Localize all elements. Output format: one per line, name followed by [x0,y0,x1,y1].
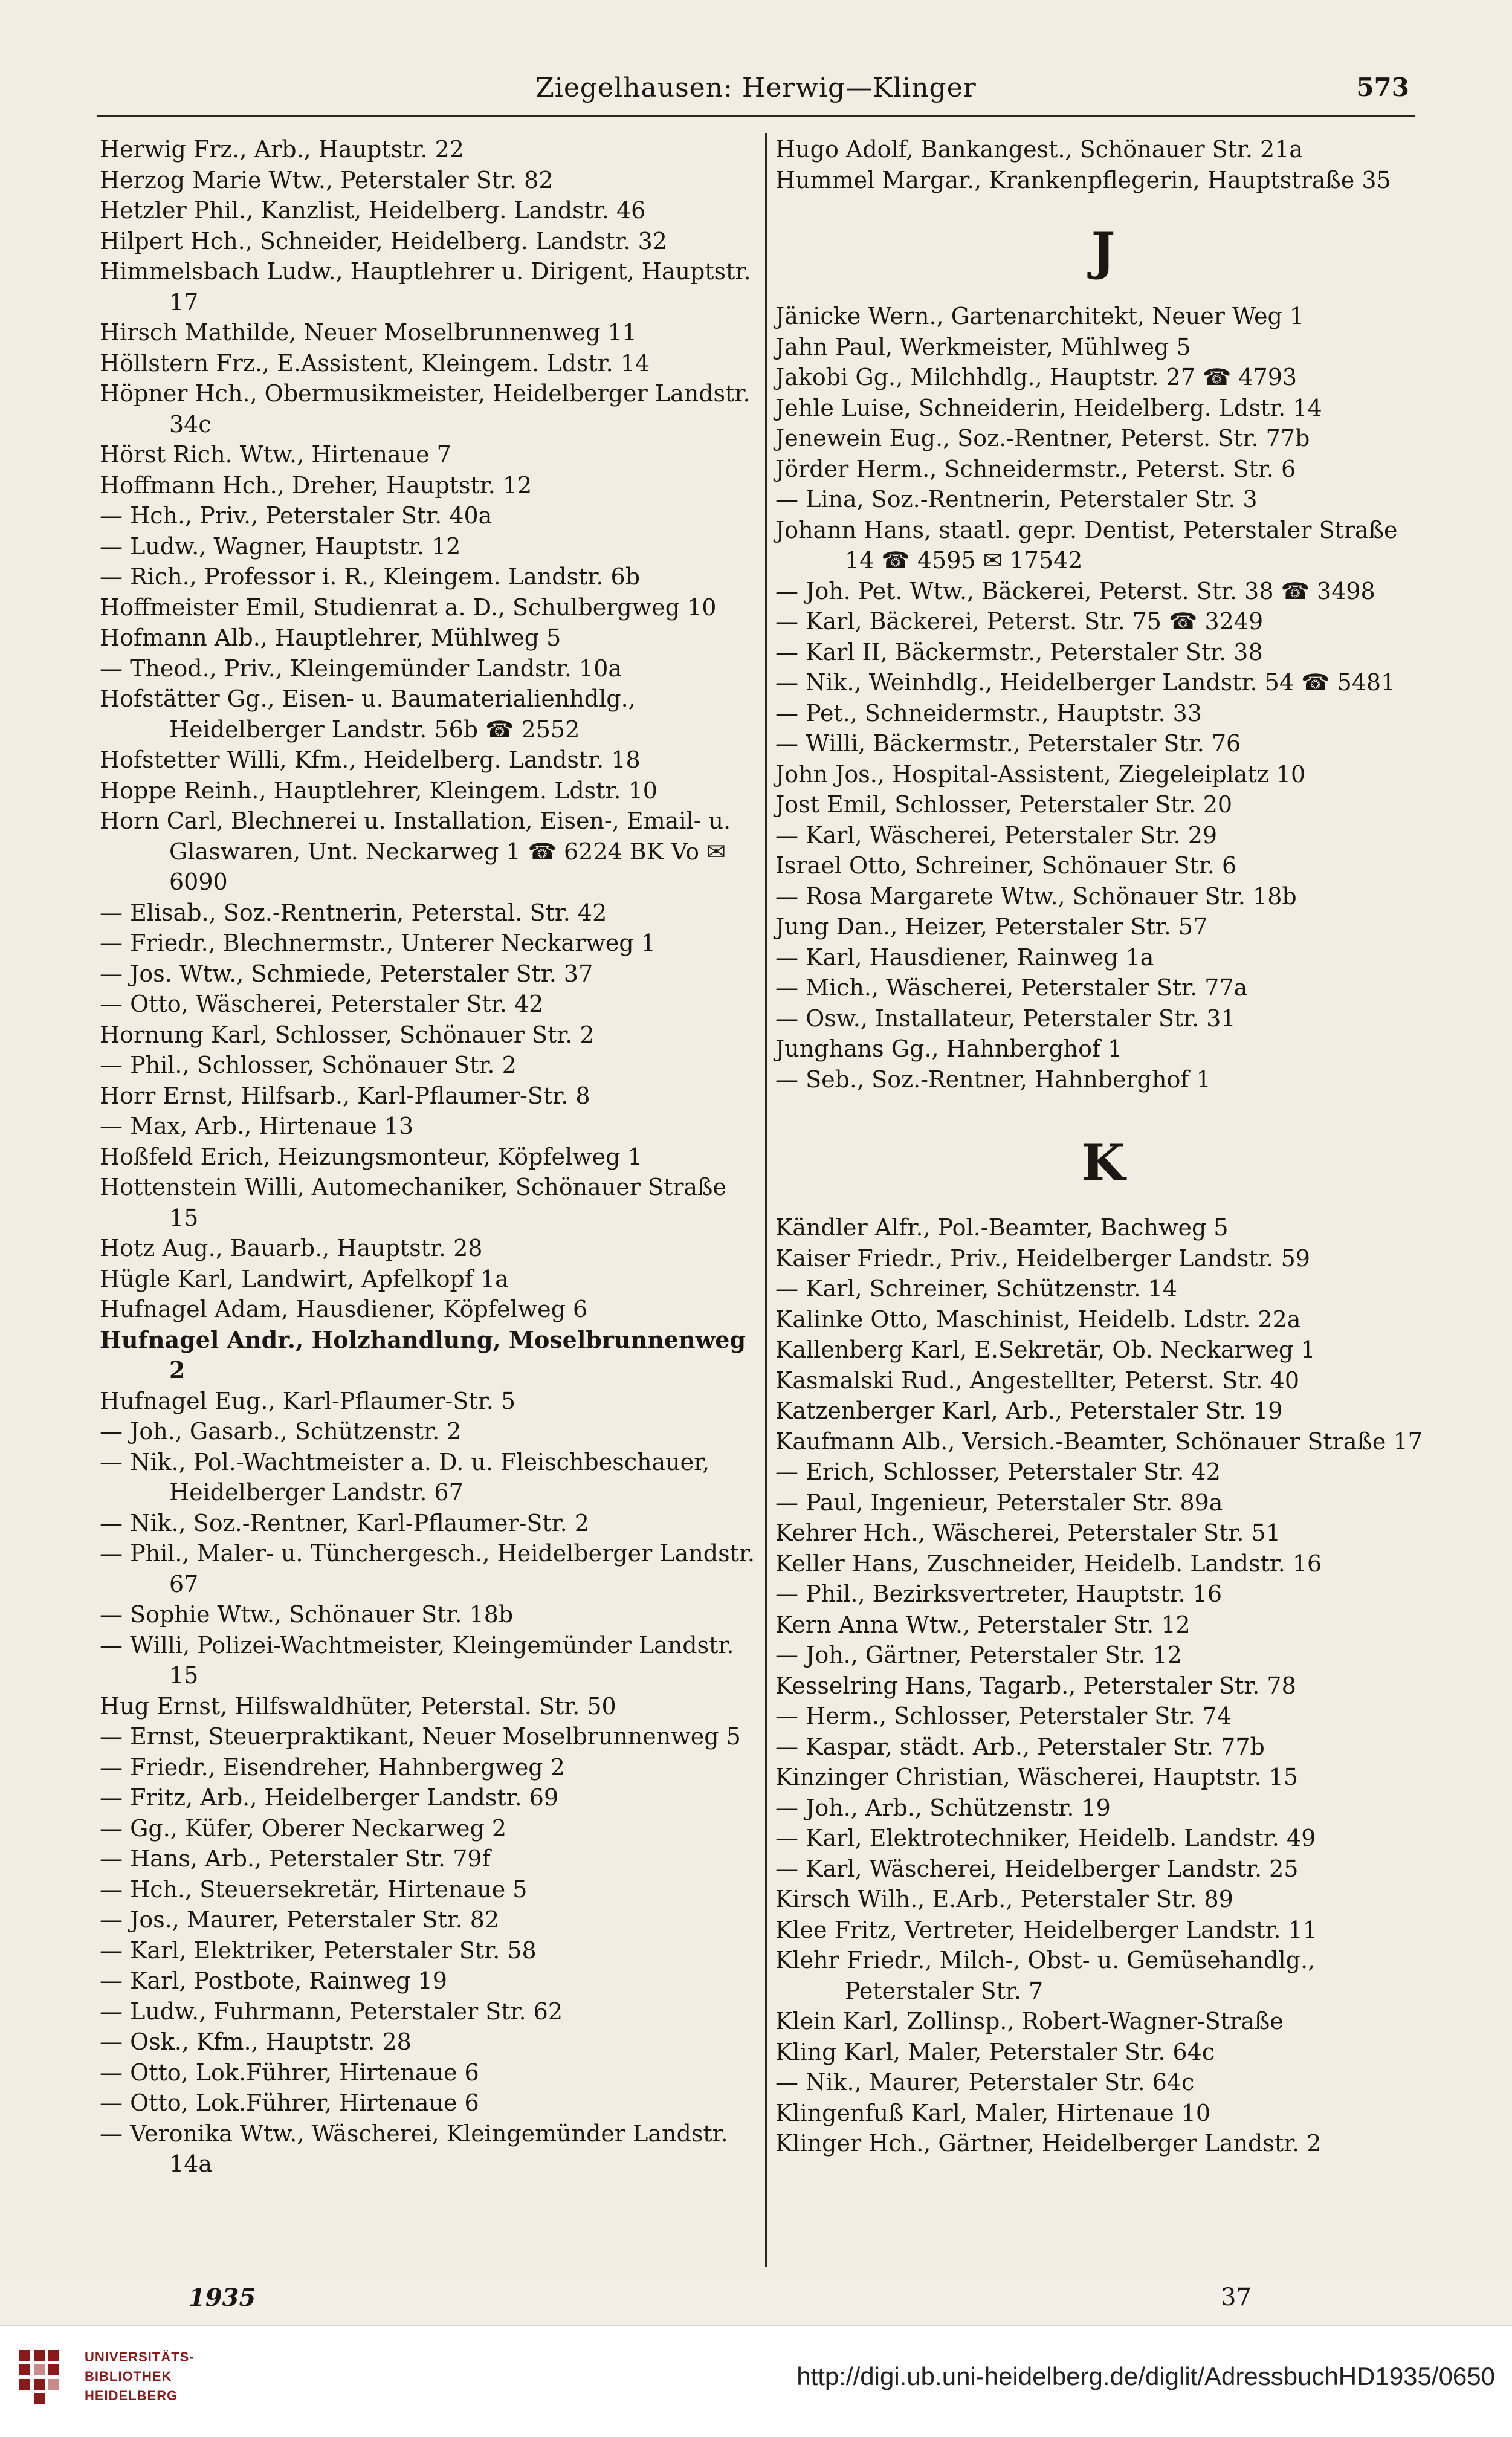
directory-entry: — Karl, Wäscherei, Peterstaler Str. 29 [775,821,1218,849]
directory-entry: — Friedr., Blechnermstr., Unterer Neckarweg 1 [100,930,656,956]
section-k-entries [775,1212,1431,2159]
directory-entry: — Ludw., Wagner, Hauptstr. 12 [100,532,461,560]
directory-entry: — Nik., Soz.-Rentner, Karl-Pflaumer-Str. 2 [100,1509,589,1536]
directory-entry: — Karl, Wäscherei, Heidelberger Landstr. 25 [775,1855,1299,1882]
directory-entry: Hufnagel Adam, Hausdiener, Köpfelweg 6 [100,1296,588,1322]
directory-entry: Hufnagel Andr., Holzhandlung, Moselbrunnenweg 2 [100,1325,746,1384]
directory-entry: John Jos., Hospital-Assistent, Ziegeleiplatz 10 [775,760,1306,788]
directory-entry: — Karl, Schreiner, Schützenstr. 14 [775,1275,1178,1302]
directory-entry: Katzenberger Karl, Arb., Peterstaler Str. 19 [775,1397,1283,1424]
directory-entry: Jörder Herm., Schneidermstr., Peterst. Str. 6 [775,455,1296,482]
section-j-entries [775,301,1431,1095]
directory-entry: Kalinke Otto, Maschinist, Heidelb. Ldstr. 22a [775,1306,1301,1333]
directory-entry: — Theod., Priv., Kleingemünder Landstr. 10a [100,655,622,682]
directory-entry: — Rosa Margarete Wtw., Schönauer Str. 18b [775,882,1297,910]
directory-entry: Kallenberg Karl, E.Sekretär, Ob. Neckarweg 1 [775,1336,1316,1363]
directory-entry: — Nik., Pol.-Wachtmeister a. D. u. Fleischbeschauer, Heidelberger Landstr. 67 [100,1448,710,1506]
directory-entry: Herwig Frz., Arb., Hauptstr. 22 [100,136,464,163]
directory-entry: — Lina, Soz.-Rentnerin, Peterstaler Str. 3 [775,486,1258,513]
logo-line: HEIDELBERG [85,2388,178,2403]
directory-entry: Jehle Luise, Schneiderin, Heidelberg. Ldstr. 14 [775,394,1322,421]
source-url-link[interactable]: http://digi.ub.uni-heidelberg.de/diglit/AdressbuchHD1935/0650 [796,2362,1495,2390]
directory-entry: Klehr Friedr., Milch-, Obst- u. Gemüsehandlg., Peterstaler Str. 7 [775,1947,1316,2004]
directory-entry: Hofstätter Gg., Eisen- u. Baumaterialienhdlg., Heidelberger Landstr. 56b ☎ 2552 [100,685,636,743]
directory-entry: Hoffmann Hch., Dreher, Hauptstr. 12 [100,471,532,499]
directory-entry: Höllstern Frz., E.Assistent, Kleingem. Ldstr. 14 [100,349,650,377]
directory-entry: Hirsch Mathilde, Neuer Moselbrunnenweg 11 [100,319,637,346]
footer-signature: 37 [1221,2283,1252,2311]
directory-entry: — Ernst, Steuerpraktikant, Neuer Moselbrunnenweg 5 [100,1723,741,1750]
directory-entry: Jenewein Eug., Soz.-Rentner, Peterst. Str. 77b [775,425,1310,451]
directory-entry: — Joh., Gärtner, Peterstaler Str. 12 [775,1642,1182,1668]
directory-entry: — Phil., Schlosser, Schönauer Str. 2 [100,1052,517,1078]
section-letter-k: K [1081,1133,1125,1193]
directory-entry: Hoffmeister Emil, Studienrat a. D., Schulbergweg 10 [100,594,717,621]
directory-entry: — Phil., Bezirksvertreter, Hauptstr. 16 [775,1581,1223,1607]
library-footer-bar [0,2325,1512,2437]
library-logo-text [85,2348,195,2406]
directory-entry: — Joh. Pet. Wtw., Bäckerei, Peterst. Str. 38 ☎ 3498 [775,577,1375,604]
directory-entry: Herzog Marie Wtw., Peterstaler Str. 82 [100,166,554,193]
directory-entry: — Max, Arb., Hirtenaue 13 [100,1113,414,1139]
directory-entry: Kesselring Hans, Tagarb., Peterstaler Str. 78 [775,1672,1296,1699]
directory-entry: Kasmalski Rud., Angestellter, Peterst. Str. 40 [775,1367,1300,1394]
footer-year: 1935 [189,2283,256,2312]
directory-entry: — Otto, Lok.Führer, Hirtenaue 6 [100,2089,479,2116]
directory-entry: — Karl, Bäckerei, Peterst. Str. 75 ☎ 3249 [775,608,1264,635]
directory-entry: Kirsch Wilh., E.Arb., Peterstaler Str. 89 [775,1886,1233,1912]
directory-entry: — Fritz, Arb., Heidelberger Landstr. 69 [100,1784,559,1811]
directory-entry: Hofstetter Willi, Kfm., Heidelberg. Landstr. 18 [100,746,641,773]
directory-entry: — Joh., Arb., Schützenstr. 19 [775,1794,1111,1821]
directory-entry: — Veronika Wtw., Wäscherei, Kleingemünder Landstr. 14a [100,2120,728,2177]
directory-entry: Jost Emil, Schlosser, Peterstaler Str. 20 [775,791,1233,818]
directory-entry: Hoppe Reinh., Hauptlehrer, Kleingem. Ldstr. 10 [100,777,657,804]
directory-entry: Hug Ernst, Hilfswaldhüter, Peterstal. Str. 50 [100,1692,616,1720]
right-column [775,134,1431,2159]
directory-entry: Hottenstein Willi, Automechaniker, Schönauer Straße 15 [100,1174,726,1231]
directory-entry: Horn Carl, Blechnerei u. Installation, Eisen-, Email- u. Glaswaren, Unt. Neckarweg 1 ☎ 6224 BK Vo ✉ 6090 [100,807,731,895]
right-top-entries [775,134,1431,195]
directory-entry: — Karl, Postbote, Rainweg 19 [100,1967,447,1994]
directory-entry: Johann Hans, staatl. gepr. Dentist, Peterstaler Straße 14 ☎ 4595 ✉ 17542 [775,516,1398,574]
directory-entry: — Phil., Maler- u. Tünchergesch., Heidelberger Landstr. 67 [100,1540,755,1597]
directory-entry: Jänicke Wern., Gartenarchitekt, Neuer Weg 1 [775,303,1305,329]
directory-entry: Junghans Gg., Hahnberghof 1 [775,1035,1123,1062]
header-title: Ziegelhausen: Herwig—Klinger [535,73,977,103]
directory-entry: Kinzinger Christian, Wäscherei, Hauptstr. 15 [775,1764,1299,1790]
directory-entry: — Jos., Maurer, Peterstaler Str. 82 [100,1906,500,1933]
directory-entry: — Gg., Küfer, Oberer Neckarweg 2 [100,1814,507,1842]
section-letter-j: J [1091,221,1116,281]
directory-entry: — Karl, Hausdiener, Rainweg 1a [775,943,1154,971]
directory-entry: — Friedr., Eisendreher, Hahnbergweg 2 [100,1753,565,1781]
directory-entry: Hoßfeld Erich, Heizungsmonteur, Köpfelweg 1 [100,1143,642,1170]
directory-entry: Kändler Alfr., Pol.-Beamter, Bachweg 5 [775,1214,1229,1241]
directory-entry: Israel Otto, Schreiner, Schönauer Str. 6 [775,852,1237,879]
directory-entry: — Herm., Schlosser, Peterstaler Str. 74 [775,1703,1232,1729]
directory-entry: — Nik., Weinhdlg., Heidelberger Landstr. 54 ☎ 5481 [775,669,1396,696]
directory-entry: Kehrer Hch., Wäscherei, Peterstaler Str. 51 [775,1519,1281,1546]
directory-entry: Hörst Rich. Wtw., Hirtenaue 7 [100,441,451,468]
directory-entry: — Otto, Lok.Führer, Hirtenaue 6 [100,2059,479,2086]
directory-entry: Jahn Paul, Werkmeister, Mühlweg 5 [775,333,1191,360]
directory-entry: — Hch., Priv., Peterstaler Str. 40a [100,502,493,529]
directory-entry: Keller Hans, Zuschneider, Heidelb. Landstr. 16 [775,1550,1322,1577]
directory-entry: — Mich., Wäscherei, Peterstaler Str. 77a [775,974,1248,1001]
directory-entry: Kaufmann Alb., Versich.-Beamter, Schönauer Straße 17 [775,1428,1423,1455]
directory-entry: — Hans, Arb., Peterstaler Str. 79f [100,1845,491,1872]
directory-entry: Klee Fritz, Vertreter, Heidelberger Landstr. 11 [775,1916,1317,1943]
directory-entry: — Rich., Professor i. R., Kleingem. Landstr. 6b [100,563,641,590]
directory-entry: — Willi, Polizei-Wachtmeister, Kleingemünder Landstr. 15 [100,1631,734,1689]
column-divider [765,133,767,2267]
header-page-number: 573 [1356,73,1409,102]
directory-entry: — Seb., Soz.-Rentner, Hahnberghof 1 [775,1066,1211,1093]
page-header [103,68,1409,111]
directory-entry: — Hch., Steuersekretär, Hirtenaue 5 [100,1875,528,1903]
directory-entry: Klinger Hch., Gärtner, Heidelberger Landstr. 2 [775,2130,1322,2157]
directory-entry: Hugo Adolf, Bankangest., Schönauer Str. 21a [775,136,1304,163]
directory-entry: Jung Dan., Heizer, Peterstaler Str. 57 [775,913,1208,940]
directory-entry: — Otto, Wäscherei, Peterstaler Str. 42 [100,991,544,1017]
directory-entry: Hotz Aug., Bauarb., Hauptstr. 28 [100,1235,483,1261]
directory-entry: Hetzler Phil., Kanzlist, Heidelberg. Landstr. 46 [100,197,646,224]
directory-entry: Klein Karl, Zollinsp., Robert-Wagner-Straße [775,2008,1284,2034]
directory-entry: Hügle Karl, Landwirt, Apfelkopf 1a [100,1265,509,1292]
directory-entry: Hufnagel Eug., Karl-Pflaumer-Str. 5 [100,1387,516,1414]
logo-line: UNIVERSITÄTS- [85,2349,195,2364]
directory-entry: — Osw., Installateur, Peterstaler Str. 31 [775,1005,1236,1032]
directory-entry: — Jos. Wtw., Schmiede, Peterstaler Str. 37 [100,960,593,987]
directory-entry: Höpner Hch., Obermusikmeister, Heidelberger Landstr. 34c [100,380,751,438]
header-rule [97,115,1415,117]
directory-entry: — Erich, Schlosser, Peterstaler Str. 42 [775,1458,1221,1485]
directory-entry: — Karl, Elektriker, Peterstaler Str. 58 [100,1937,537,1964]
directory-entry: — Karl II, Bäckermstr., Peterstaler Str. 38 [775,638,1263,665]
directory-entry: — Paul, Ingenieur, Peterstaler Str. 89a [775,1489,1223,1516]
directory-entry: Kaiser Friedr., Priv., Heidelberger Landstr. 59 [775,1244,1310,1272]
directory-entry: — Kaspar, städt. Arb., Peterstaler Str. 77b [775,1733,1265,1760]
directory-entry: — Osk., Kfm., Hauptstr. 28 [100,2028,412,2055]
logo-line: BIBLIOTHEK [85,2369,172,2384]
directory-entry: — Karl, Elektrotechniker, Heidelb. Landstr. 49 [775,1825,1316,1851]
directory-entry: Hornung Karl, Schlosser, Schönauer Str. 2 [100,1021,595,1048]
directory-entry: — Sophie Wtw., Schönauer Str. 18b [100,1601,514,1628]
directory-entry: Kern Anna Wtw., Peterstaler Str. 12 [775,1611,1191,1638]
directory-entry: — Nik., Maurer, Peterstaler Str. 64c [775,2069,1195,2096]
directory-entry: Horr Ernst, Hilfsarb., Karl-Pflaumer-Str. 8 [100,1082,590,1109]
directory-entry: — Pet., Schneidermstr., Hauptstr. 33 [775,699,1202,727]
directory-entry: — Ludw., Fuhrmann, Peterstaler Str. 62 [100,1998,563,2025]
directory-entry: Jakobi Gg., Milchhdlg., Hauptstr. 27 ☎ 4793 [775,364,1297,390]
directory-entry: Hilpert Hch., Schneider, Heidelberg. Landstr. 32 [100,227,667,254]
directory-entry: Klingenfuß Karl, Maler, Hirtenaue 10 [775,2099,1211,2126]
directory-entry: Himmelsbach Ludw., Hauptlehrer u. Dirigent, Hauptstr. 17 [100,258,751,316]
directory-entry: Kling Karl, Maler, Peterstaler Str. 64c [775,2038,1215,2065]
directory-entry: — Willi, Bäckermstr., Peterstaler Str. 76 [775,730,1241,757]
directory-entry: Hummel Margar., Krankenpflegerin, Hauptstraße 35 [775,166,1391,193]
directory-entry: — Elisab., Soz.-Rentnerin, Peterstal. Str. 42 [100,899,607,926]
directory-entry: Hofmann Alb., Hauptlehrer, Mühlweg 5 [100,624,561,651]
left-column [100,134,755,2180]
directory-entry: — Joh., Gasarb., Schützenstr. 2 [100,1418,462,1445]
